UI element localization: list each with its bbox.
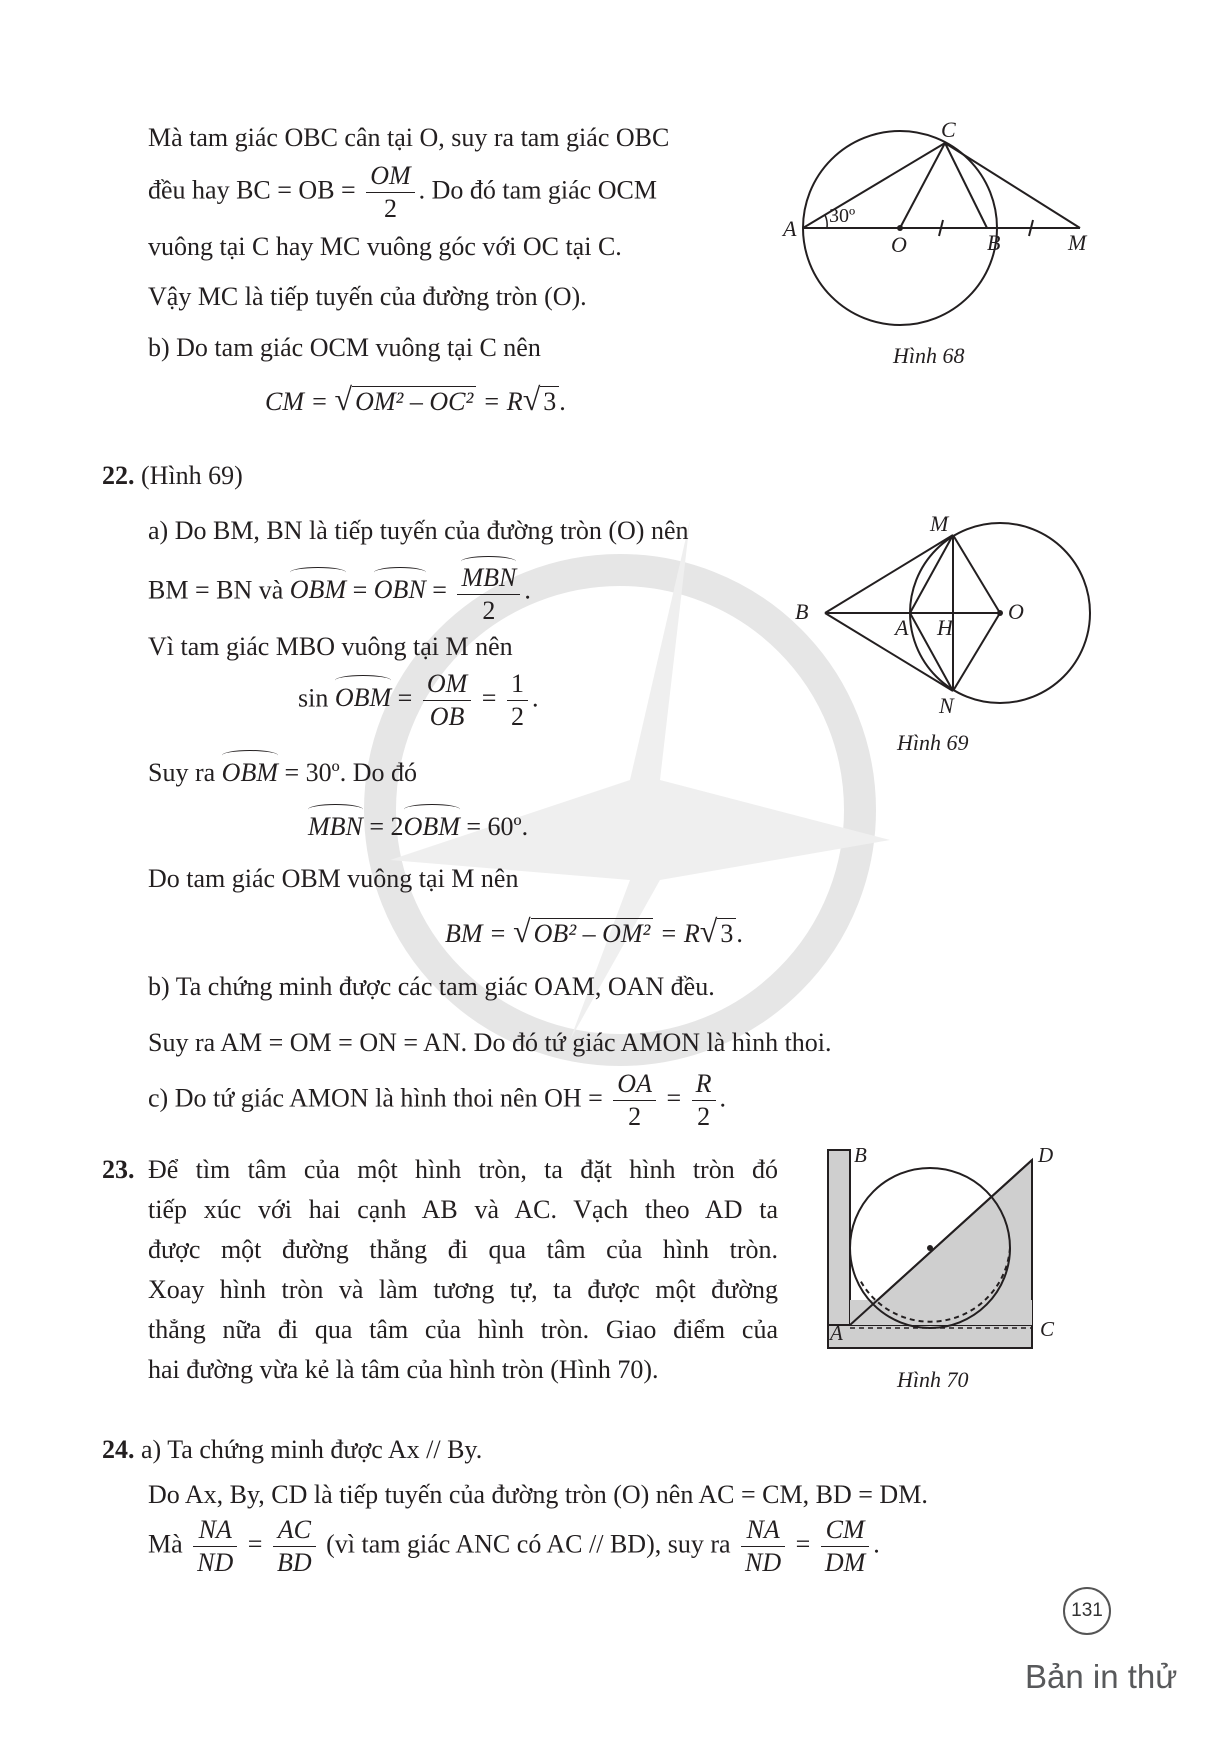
text-line: thẳng nữa đi qua tâm của hình tròn. Giao điểm của xyxy=(148,1315,778,1344)
text-line: Do tam giác OBM vuông tại M nên xyxy=(148,864,519,893)
label-D: D xyxy=(1038,1143,1054,1167)
text-line: 24. a) Ta chứng minh được Ax // By. xyxy=(102,1435,483,1464)
figure-caption: Hình 69 xyxy=(897,730,969,755)
formula: c) Do tứ giác AMON là hình thoi nên OH = $\frac{OA}{2}$ = $\frac{R}{2}$ . xyxy=(148,1069,727,1131)
text-line: đều hay BC = OB = $\frac{OM}{2}$ . Do đó tam giác OCM xyxy=(148,161,657,223)
label-O: O xyxy=(891,232,907,257)
text-line: tiếp xúc với hai cạnh AB và AC. Vạch theo AD ta xyxy=(148,1195,778,1224)
label-A: A xyxy=(783,216,797,241)
label-C: C xyxy=(941,120,956,142)
label-N: N xyxy=(939,693,954,715)
text-line: 23. xyxy=(102,1155,135,1184)
text-line: b) Ta chứng minh được các tam giác OAM, OAN đều. xyxy=(148,972,715,1001)
text-line: a) Do BM, BN là tiếp tuyến của đường tròn (O) nên xyxy=(148,516,689,545)
label-B: B xyxy=(795,599,809,624)
figure-caption: Hình 68 xyxy=(893,343,965,368)
text-line: Vì tam giác MBO vuông tại M nên xyxy=(148,632,513,661)
angle-label: 30º xyxy=(829,205,856,227)
figure-68 xyxy=(775,120,1105,370)
formula: sin OBM = $\frac{OM}{OB}$ = $\frac{1}{2}$ . xyxy=(298,669,539,731)
page-number: 131 xyxy=(1063,1587,1111,1635)
text-line: được một đường thẳng đi qua tâm của hình tròn. xyxy=(148,1235,778,1264)
label-C: C xyxy=(1040,1317,1055,1341)
text-line: Xoay hình tròn và làm tương tự, ta được một đường xyxy=(148,1275,778,1304)
label-B: B xyxy=(854,1143,867,1167)
label-A: A xyxy=(895,615,909,640)
formula: MBN = 2OBM = 60º. xyxy=(308,806,528,844)
text-line: Suy ra AM = OM = ON = AN. Do đó tứ giác AMON là hình thoi. xyxy=(148,1028,832,1057)
formula: CM = √ OM² – OC² = R√ 3 . xyxy=(265,381,566,417)
label-B: B xyxy=(987,230,1001,255)
text-line: hai đường vừa kẻ là tâm của hình tròn (Hình 70). xyxy=(148,1355,659,1384)
fraction: $\frac{OM}{2}$ xyxy=(366,160,414,225)
question-22-heading: 22. (Hình 69) xyxy=(102,461,243,490)
figure-70 xyxy=(820,1140,1070,1355)
label-M: M xyxy=(1068,230,1087,255)
text-line: Vậy MC là tiếp tuyến của đường tròn (O). xyxy=(148,282,587,311)
label-M: M xyxy=(930,515,949,536)
formula: BM = BN và OBM = OBN = $\frac{\text{MBN}}{2}$ . xyxy=(148,558,531,627)
text-line: Để tìm tâm của một hình tròn, ta đặt hình tròn đó xyxy=(148,1155,778,1184)
text-line: vuông tại C hay MC vuông góc với OC tại C. xyxy=(148,232,622,261)
text-line: Mà tam giác OBC cân tại O, suy ra tam giác OBC xyxy=(148,123,670,152)
figure-caption: Hình 70 xyxy=(897,1367,969,1392)
figure-69 xyxy=(795,515,1105,715)
formula: Suy ra OBM = 30º. Do đó xyxy=(148,752,417,790)
text-line: b) Do tam giác OCM vuông tại C nên xyxy=(148,333,541,362)
label-H: H xyxy=(937,615,953,640)
formula: BM = √ OB² – OM² = R√ 3 . xyxy=(445,913,743,949)
label-O: O xyxy=(1008,599,1024,624)
draft-label: Bản in thử xyxy=(1025,1658,1178,1695)
label-A: A xyxy=(830,1321,843,1345)
formula: Mà $\frac{NA}{ND}$ = $\frac{AC}{BD}$ (vì tam giác ANC có AC // BD), suy ra $\frac{NA}{ND}$ = $\frac{CM}{DM}$ . xyxy=(148,1515,880,1577)
text-line: Do Ax, By, CD là tiếp tuyến của đường tròn (O) nên AC = CM, BD = DM. xyxy=(148,1480,928,1509)
